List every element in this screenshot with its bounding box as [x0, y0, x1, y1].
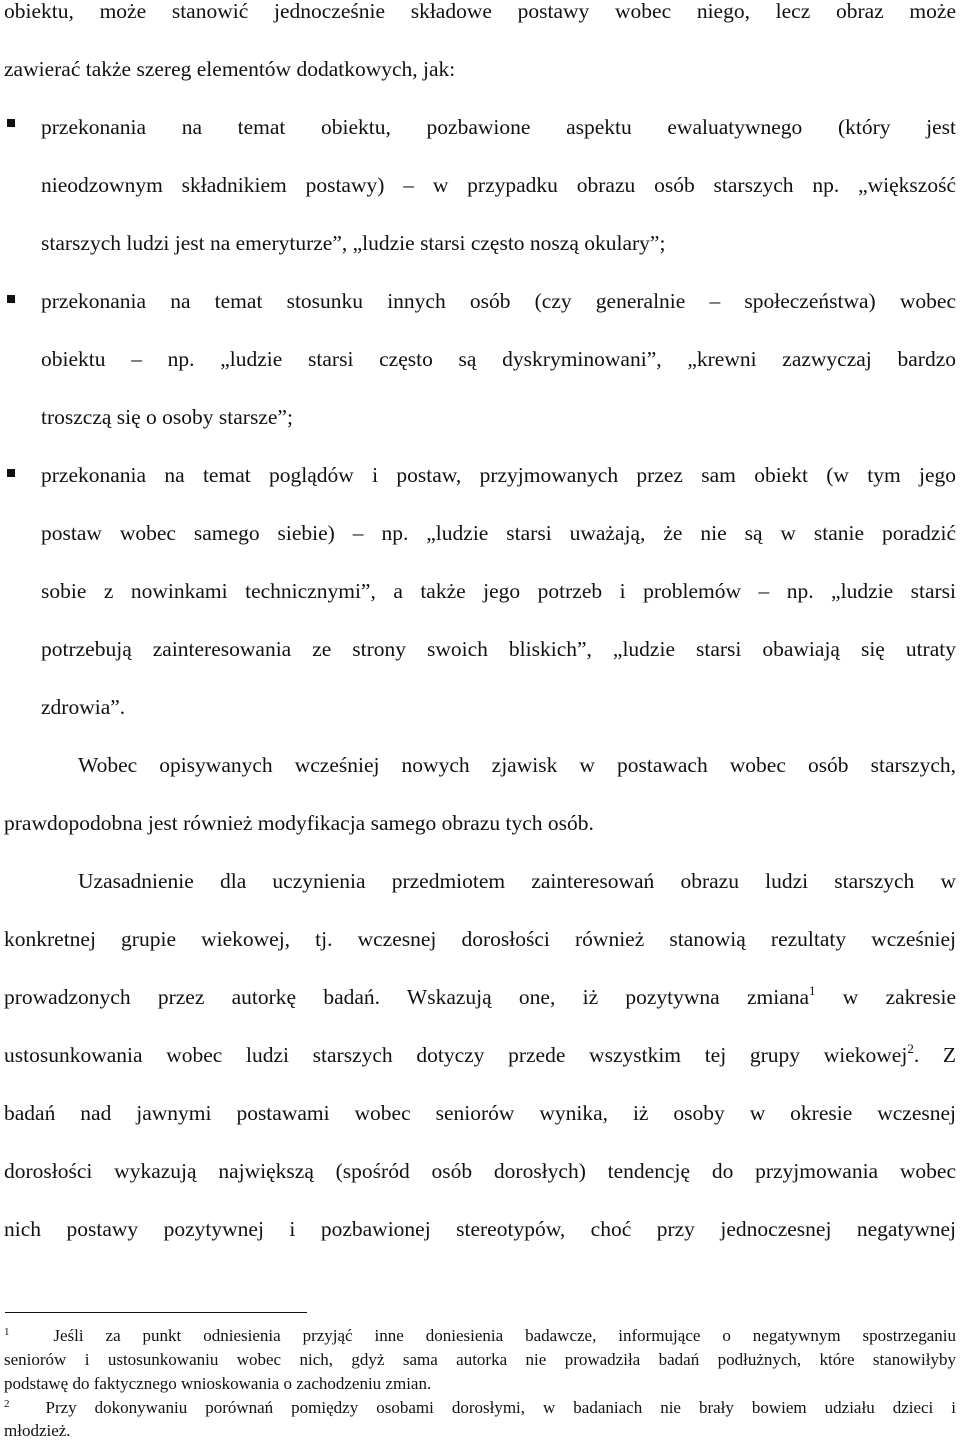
paragraph-2-line-2: prawdopodobna jest również modyfikacja samego obrazu tych osób.: [4, 811, 594, 835]
bullet-marker: [7, 119, 15, 127]
footnote-1-line-3: podstawę do faktycznego wnioskowania o zachodzeniu zmian.: [4, 1374, 432, 1393]
paragraph-3-line-4: [4, 1042, 956, 1068]
footnote-ref-2[interactable]: 2: [907, 1041, 914, 1056]
bullet-2-line-1: przekonania na temat stosunku innych osób (czy generalnie – społeczeństwa) wobec: [41, 289, 956, 313]
bullet-2-line-3: troszczą się o osoby starsze”;: [41, 405, 293, 429]
paragraph-3-line-5: badań nad jawnymi postawami wobec seniorów wynika, iż osoby w okresie wczesnej: [4, 1101, 956, 1125]
bullet-1-line-3: starszych ludzi jest na emeryturze”, „ludzie starsi często noszą okulary”;: [41, 231, 666, 255]
paragraph-3-line-4-tail: . Z: [913, 1043, 956, 1067]
paragraph-3-line-3: [4, 984, 956, 1010]
paragraph-3-line-6: dorosłości wykazują największą (spośród osób dorosłych) tendencję do przyjmowania wobec: [4, 1159, 956, 1183]
paragraph-3-line-2: konkretnej grupie wiekowej, tj. wczesnej dorosłości również stanowią rezultaty wcześniej: [4, 927, 956, 951]
footnote-ref-1[interactable]: 1: [809, 983, 816, 998]
intro-line-2: zawierać także szereg elementów dodatkowych, jak:: [4, 57, 456, 81]
footnote-1-text: Jeśli za punkt odniesienia przyjąć inne doniesienia badawcze, informujące o negatywnym spostrzeganiu: [53, 1326, 957, 1345]
paragraph-3-line-1: Uzasadnienie dla uczynienia przedmiotem zainteresowań obrazu ludzi starszych w: [78, 869, 956, 893]
bullet-marker: [7, 295, 15, 303]
footnote-2-line-2: młodzież.: [4, 1421, 71, 1440]
bullet-3-line-3: sobie z nowinkami technicznymi”, a także jego potrzeb i problemów – np. „ludzie starsi: [41, 579, 956, 603]
footnote-1-line-2: seniorów i ustosunkowaniu wobec nich, gdyż sama autorka nie prowadziła badań podłużnych, które stanowiłyby: [4, 1350, 956, 1369]
footnote-1-line-1: [4, 1326, 956, 1346]
bullet-1-line-1: przekonania na temat obiektu, pozbawione aspektu ewaluatywnego (który jest: [41, 115, 956, 139]
paragraph-3-line-7: nich postawy pozytywnej i pozbawionej stereotypów, choć przy jednoczesnej negatywnej: [4, 1217, 956, 1241]
paragraph-3-line-3-tail: w zakresie: [815, 985, 957, 1009]
footnote-2-text: Przy dokonywaniu porównań pomiędzy osobami dorosłymi, w badaniach nie brały bowiem udziału dzieci i: [45, 1398, 956, 1417]
bullet-marker: [7, 469, 15, 477]
footnote-2-number: 2: [4, 1398, 10, 1410]
paragraph-3-line-4-text: ustosunkowania wobec ludzi starszych dotyczy przede wszystkim tej grupy wiekowej: [4, 1043, 908, 1067]
intro-line-1: obiektu, może stanowić jednocześnie składowe postawy wobec niego, lecz obraz może: [4, 0, 956, 23]
bullet-3-line-2: postaw wobec samego siebie) – np. „ludzie starsi uważają, że nie są w stanie poradzić: [41, 521, 956, 545]
bullet-1-line-2: nieodzownym składnikiem postawy) – w przypadku obrazu osób starszych np. „większość: [41, 173, 956, 197]
footnote-2-line-1: [4, 1398, 956, 1418]
bullet-3-line-5: zdrowia”.: [41, 695, 126, 719]
bullet-3-line-1: przekonania na temat poglądów i postaw, przyjmowanych przez sam obiekt (w tym jego: [41, 463, 956, 487]
paragraph-3-line-3-text: prowadzonych przez autorkę badań. Wskazują one, iż pozytywna zmiana: [4, 985, 810, 1009]
paragraph-2-line-1: Wobec opisywanych wcześniej nowych zjawisk w postawach wobec osób starszych,: [78, 753, 956, 777]
bullet-3-line-4: potrzebują zainteresowania ze strony swoich bliskich”, „ludzie starsi obawiają się utraty: [41, 637, 956, 661]
footnote-1-number: 1: [4, 1326, 10, 1338]
bullet-2-line-2: obiektu – np. „ludzie starsi często są dyskryminowani”, „krewni zazwyczaj bardzo: [41, 347, 956, 371]
footnote-separator: [5, 1312, 307, 1313]
